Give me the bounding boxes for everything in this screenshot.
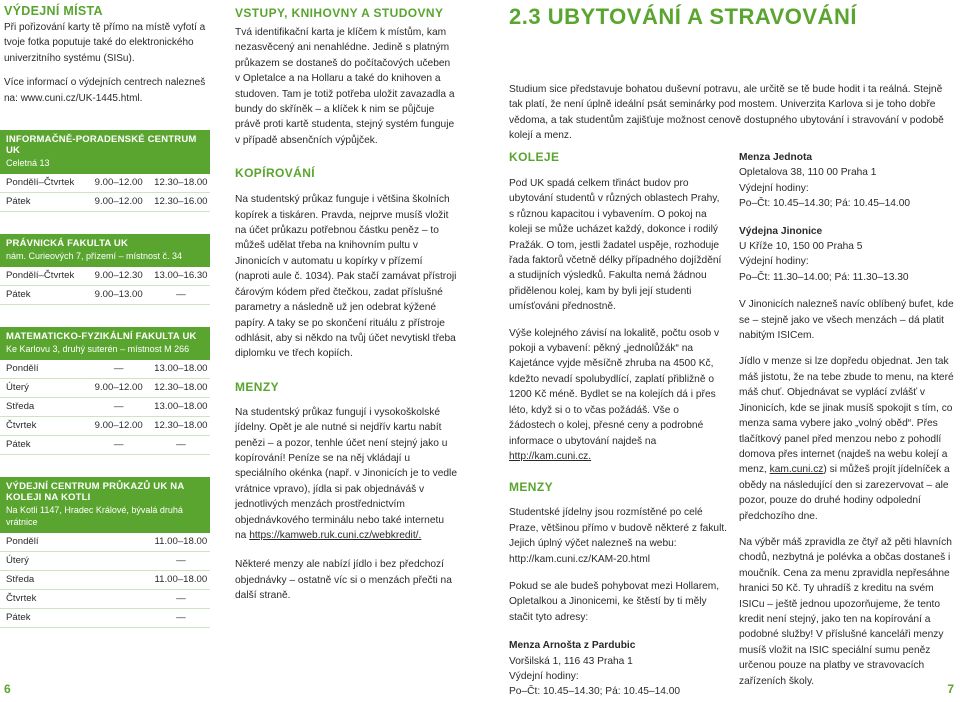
pardubic-name: Menza Arnošta z Pardubic (509, 640, 636, 652)
hours-cell-a (86, 593, 152, 605)
hours-row (0, 267, 210, 286)
middle-column (235, 0, 457, 604)
jinonice-card (739, 224, 959, 286)
hours-cell-a (86, 612, 152, 624)
koleje-text2-body: Výše kolejného závisí na lokalitě, počtu osob v pokoji a vybavení: pěkný „jednolůžák“ na Kajetánce vyjde měsíčně zhruba na 4500 Kč, kdežto nevadí spolubydlící, zaplatí přibližně o 1200 Kč méně. Bydlet se na kolejích dá i přes léto, když si o to včas požádáš. Vše o žádostech o kolej, přesné ceny a podrobné informace o ubytování najdeš na (509, 327, 720, 447)
right-column-b (739, 150, 959, 689)
hours-block (0, 477, 210, 628)
hours-block-title: PRÁVNICKÁ FAKULTA UK (6, 238, 129, 250)
menzy-text2-middle: Některé menzy ale nabízí jídlo i bez předchozí objednávky – ostatně víc si o menzách přečti na další straně. (235, 559, 452, 602)
hours-row (0, 609, 210, 628)
hours-cell-b: 11.00–18.00 (154, 536, 208, 548)
hours-row (0, 174, 210, 193)
hours-cell-b: — (176, 593, 186, 605)
hours-cell-a: 9.00–12.00 (94, 177, 143, 189)
jednota-addr: Opletalova 38, 110 00 Praha 1 (739, 167, 877, 179)
hours-block (0, 234, 210, 305)
right-column-a (509, 150, 727, 700)
hours-cell-a: 9.00–12.00 (94, 196, 143, 208)
hours-block (0, 327, 210, 455)
pardubic-card (509, 638, 727, 700)
hours-cell-day: Pondělí (6, 363, 39, 375)
opening-hours-blocks (0, 130, 210, 628)
hours-row (0, 590, 210, 609)
hours-cell-day: Pondělí–Čtvrtek (6, 270, 75, 282)
kopirovani-text: Na studentský průkaz funguje i většina školních kopírek a tiskáren. Pravda, nejprve musíš vložit na účet průkazu potřebnou částku peněz – to můžeš udělat třeba na knihovním pultu v Jinonicích v automatu u kopírky v přízemí (naproti aule č. 1034). Pak stačí zamávat přístroji čárovým kódem před čtečkou, zadat příslušné parametry a následně už jen odebrat kýžené papíry. A taky se po skončení rituálu z přístroje odhlásit, aby si někdo na tvůj účet nevytiskl třeba diplomku ve třech kopiích. (235, 194, 457, 360)
hours-cell-b: 12.30–18.00 (154, 420, 208, 432)
kamweb-link[interactable]: https://kamweb.ruk.cuni.cz/webkredit/. (249, 529, 422, 541)
jidlo-text-tail: ) si můžeš projít jídelníček a obědy na následující den si zarezervovat – ale pozor, pouze do druhé hodiny odpolední předchozího dne. (739, 464, 950, 522)
hours-block-subtitle: Ke Karlovu 3, druhý suterén – místnost M 266 (6, 344, 190, 355)
menzy-text-middle (235, 405, 457, 544)
hours-block-header (0, 234, 210, 267)
vstupy-title: VSTUPY, KNIHOVNY A STUDOVNY (235, 6, 444, 20)
hours-block-title: INFORMAČNĚ-PORADENSKÉ CENTRUM UK (6, 134, 197, 157)
hours-row (0, 571, 210, 590)
hours-row (0, 436, 210, 455)
vydejni-intro: Při pořizování karty tě přímo na místě vyfotí a tvoje fotka poputuje také do elektronického univerzitního systému (SISu). (4, 22, 206, 64)
jidlo-text-body: Jídlo v menze si lze dopředu objednat. Jen tak máš jistotu, že na tebe zbude to menu, na které máš chuť. Objednávat se vyplácí zvlášť v Jinonicích, kde se jinak musíš spokojit s tím, co menza sama vybere jako „volný oběd“. Přes tlačítkový panel před menzou nebo z pohodlí domova přes internet (najdeš na webu kolejí a menz, (739, 356, 954, 476)
menzy-title-middle: MENZY (235, 379, 279, 394)
hours-cell-day: Pátek (6, 289, 31, 301)
hours-cell-b: 13.00–18.00 (154, 363, 208, 375)
left-column (0, 0, 210, 628)
hours-cell-a: 9.00–12.00 (94, 420, 143, 432)
koleje-text: Pod UK spadá celkem třináct budov pro ubytování studentů v různých oblastech Prahy, s různou kapacitou i vybavením. O pokoj na koleji se může ucházet každý, dokonce i rodilý Pražák. O tom, jestli žadatel uspěje, rozhoduje řada faktorů včetně délky případného dojíždění a studijních výsledků. Fakulta nemá žádnou přidělenou kolej, kam by byli její studenti umísťováni přednostně. (509, 178, 722, 313)
jednota-card (739, 150, 959, 212)
vydejni-mista-title: VÝDEJNÍ MÍSTA (4, 4, 103, 18)
jinonice-addr: U Kříže 10, 150 00 Praha 5 (739, 241, 863, 253)
hours-cell-a (86, 555, 152, 567)
hours-block-subtitle: Celetná 13 (6, 158, 50, 169)
hours-row (0, 398, 210, 417)
vydejni-more-info (0, 75, 210, 106)
hours-cell-b: 13.00–16.30 (154, 270, 208, 282)
hours-cell-a: 9.00–12.30 (94, 270, 143, 282)
menzy-text-right: Studentské jídelny jsou rozmístěné po celé Praze, většinou přímo v budově některé z fakult. Jejich úplný výčet nalezneš na webu: (509, 507, 728, 550)
hours-cell-day: Čtvrtek (6, 593, 37, 605)
more-info-link[interactable]: www.cuni.cz/UK-1445.html. (20, 92, 143, 104)
hours-row (0, 417, 210, 436)
hours-block-title: MATEMATICKO-FYZIKÁLNÍ FAKULTA UK (6, 331, 197, 343)
hours-cell-day: Pátek (6, 439, 31, 451)
hours-row (0, 552, 210, 571)
hours-cell-b: — (176, 612, 186, 624)
hours-block-header (0, 477, 210, 533)
jidlo-text (739, 354, 959, 523)
hours-row (0, 286, 210, 305)
hours-cell-day: Středa (6, 574, 35, 586)
koleje-title: KOLEJE (509, 150, 560, 164)
jinonice-text: V Jinonicích nalezneš navíc oblíbený bufet, kde se – stejně jako ve všech menzách – dá platit nabitým ISICem. (739, 299, 954, 342)
hours-cell-b: — (176, 439, 186, 451)
vstupy-text: Tvá identifikační karta je klíčem k místům, kam nezasvěcený ani nenahlédne. Jedině s platným průkazem se dostaneš do počítačových učeben v Opletalce a na Hollaru a také do knihoven a studoven. Tam je totiž potřeba uložit zavazadla a bundy do skříněk – a klíček k nim se půjčuje právě proti kartě studenta, stejný systém funguje v případě absenčních výpůjček. (235, 27, 455, 146)
hours-cell-day: Pondělí (6, 536, 39, 548)
hours-block-subtitle: Na Kotli 1147, Hradec Králové, bývalá druhá vrátnice (6, 505, 183, 528)
hours-cell-b: 12.30–16.00 (154, 196, 208, 208)
jinonice-name: Výdejna Jinonice (739, 225, 823, 237)
kopirovani-title: KOPÍROVÁNÍ (235, 166, 316, 181)
page-number-right: 7 (947, 682, 954, 696)
hours-cell-day: Pondělí–Čtvrtek (6, 177, 75, 189)
hours-cell-a: 9.00–13.00 (94, 289, 143, 301)
hours-cell-a: — (113, 439, 124, 451)
hours-cell-day: Úterý (6, 382, 29, 394)
jinonice-hours: Po–Čt: 11.30–14.00; Pá: 11.30–13.30 (739, 271, 909, 283)
jednota-hours: Po–Čt: 10.45–14.30; Pá: 10.45–14.00 (739, 198, 911, 210)
hours-block-subtitle: nám. Curieových 7, přízemí – místnost č. 34 (6, 251, 183, 262)
hours-cell-a (86, 536, 152, 548)
jednota-label: Výdejní hodiny: (739, 182, 809, 194)
pardubic-hours: Po–Čt: 10.45–14.30; Pá: 10.45–14.00 (509, 686, 681, 698)
kam-link[interactable]: http://kam.cuni.cz. (509, 450, 592, 462)
kam-cuni-link[interactable]: kam.cuni.cz (769, 464, 824, 476)
kam20-link[interactable]: http://kam.cuni.cz/KAM-20.html (509, 553, 650, 565)
menzy-text-body: Na studentský průkaz fungují i vysokoškolské jídelny. Opět je ale nutné si nejdřív kartu nabít penězi – a pozor, tenhle účet není stejný jako u kopírování! Peníze se na něj vkládají u speciálního okénka (např. v Jinonicích je to vedle vrátnice vpravo), jídla si pak objednáváš v jednotlivých menzách prostřednictvím objednávkového terminálu nebo také internetu na (235, 406, 457, 541)
more-info-text: Více informací o výdejních centrech nalezneš na: (4, 77, 206, 104)
pardubic-label: Výdejní hodiny: (509, 670, 579, 682)
page-number-left: 6 (4, 682, 11, 696)
hours-cell-a (86, 574, 152, 586)
hours-cell-a: — (113, 401, 124, 413)
hours-row (0, 379, 210, 398)
hours-cell-a: 9.00–12.00 (94, 382, 143, 394)
jednota-name: Menza Jednota (739, 152, 813, 163)
hours-block-header (0, 130, 210, 174)
hours-cell-day: Úterý (6, 555, 29, 567)
menzy-title-right: MENZY (509, 480, 553, 495)
hours-cell-day: Čtvrtek (6, 420, 37, 432)
hours-cell-b: — (176, 289, 186, 301)
hours-row (0, 533, 210, 552)
hours-cell-b: 13.00–18.00 (154, 401, 208, 413)
jinonice-label: Výdejní hodiny: (739, 256, 809, 268)
hours-cell-b: 11.00–18.00 (154, 574, 208, 586)
vyber-text: Na výběr máš zpravidla ze čtyř až pěti hlavních chodů, nezbytná je polévka a občas dostaneš i moučník. Cena za menu zpravidla nepřesáhne hranici 50 Kč. Ty uhradíš z kreditu na svém ISICu – ještě jednou upozorňujeme, že tento kredit není stejný, jako ten na kopírování a podobné služby! V příslušné kanceláři menzy musíš vložit na ISIC speciální sumu peněz určenou pouze na platby ve stravovacích zařízeních školy. (739, 536, 952, 687)
hours-row (0, 193, 210, 212)
hours-block-title: VÝDEJNÍ CENTRUM PRŮKAZŮ UK NA KOLEJI NA KOTLI (6, 481, 185, 504)
hours-cell-b: — (176, 555, 186, 567)
hours-cell-a: — (113, 363, 124, 375)
hours-cell-b: 12.30–18.00 (154, 382, 208, 394)
hours-cell-day: Pátek (6, 196, 31, 208)
hours-row (0, 360, 210, 379)
pardubic-addr: Voršilská 1, 116 43 Praha 1 (509, 655, 633, 667)
hours-cell-day: Středa (6, 401, 35, 413)
menzy-text2-right: Pokud se ale budeš pohybovat mezi Hollarem, Opletalkou a Jinonicemi, ke štěstí by ti měly stačit tyto adresy: (509, 580, 720, 623)
ubytovani-title: 2.3 UBYTOVÁNÍ A STRAVOVÁNÍ (509, 4, 857, 29)
hours-block (0, 130, 210, 212)
hours-cell-b: 12.30–18.00 (154, 177, 208, 189)
hours-block-header (0, 327, 210, 360)
ubytovani-intro: Studium sice představuje bohatou duševní potravu, ale určitě se tě bude hodit i ta reálná. Stejně tak platí, že není úplně ideální psát seminárky pod mostem. Univerzita Karlova si je toho dobře vědoma, a tak studentům zajišťuje možnost cenově dostupného ubytování i stravování v podobě kolejí a menz. (509, 84, 944, 142)
hours-cell-day: Pátek (6, 612, 31, 624)
koleje-text2 (509, 326, 727, 465)
